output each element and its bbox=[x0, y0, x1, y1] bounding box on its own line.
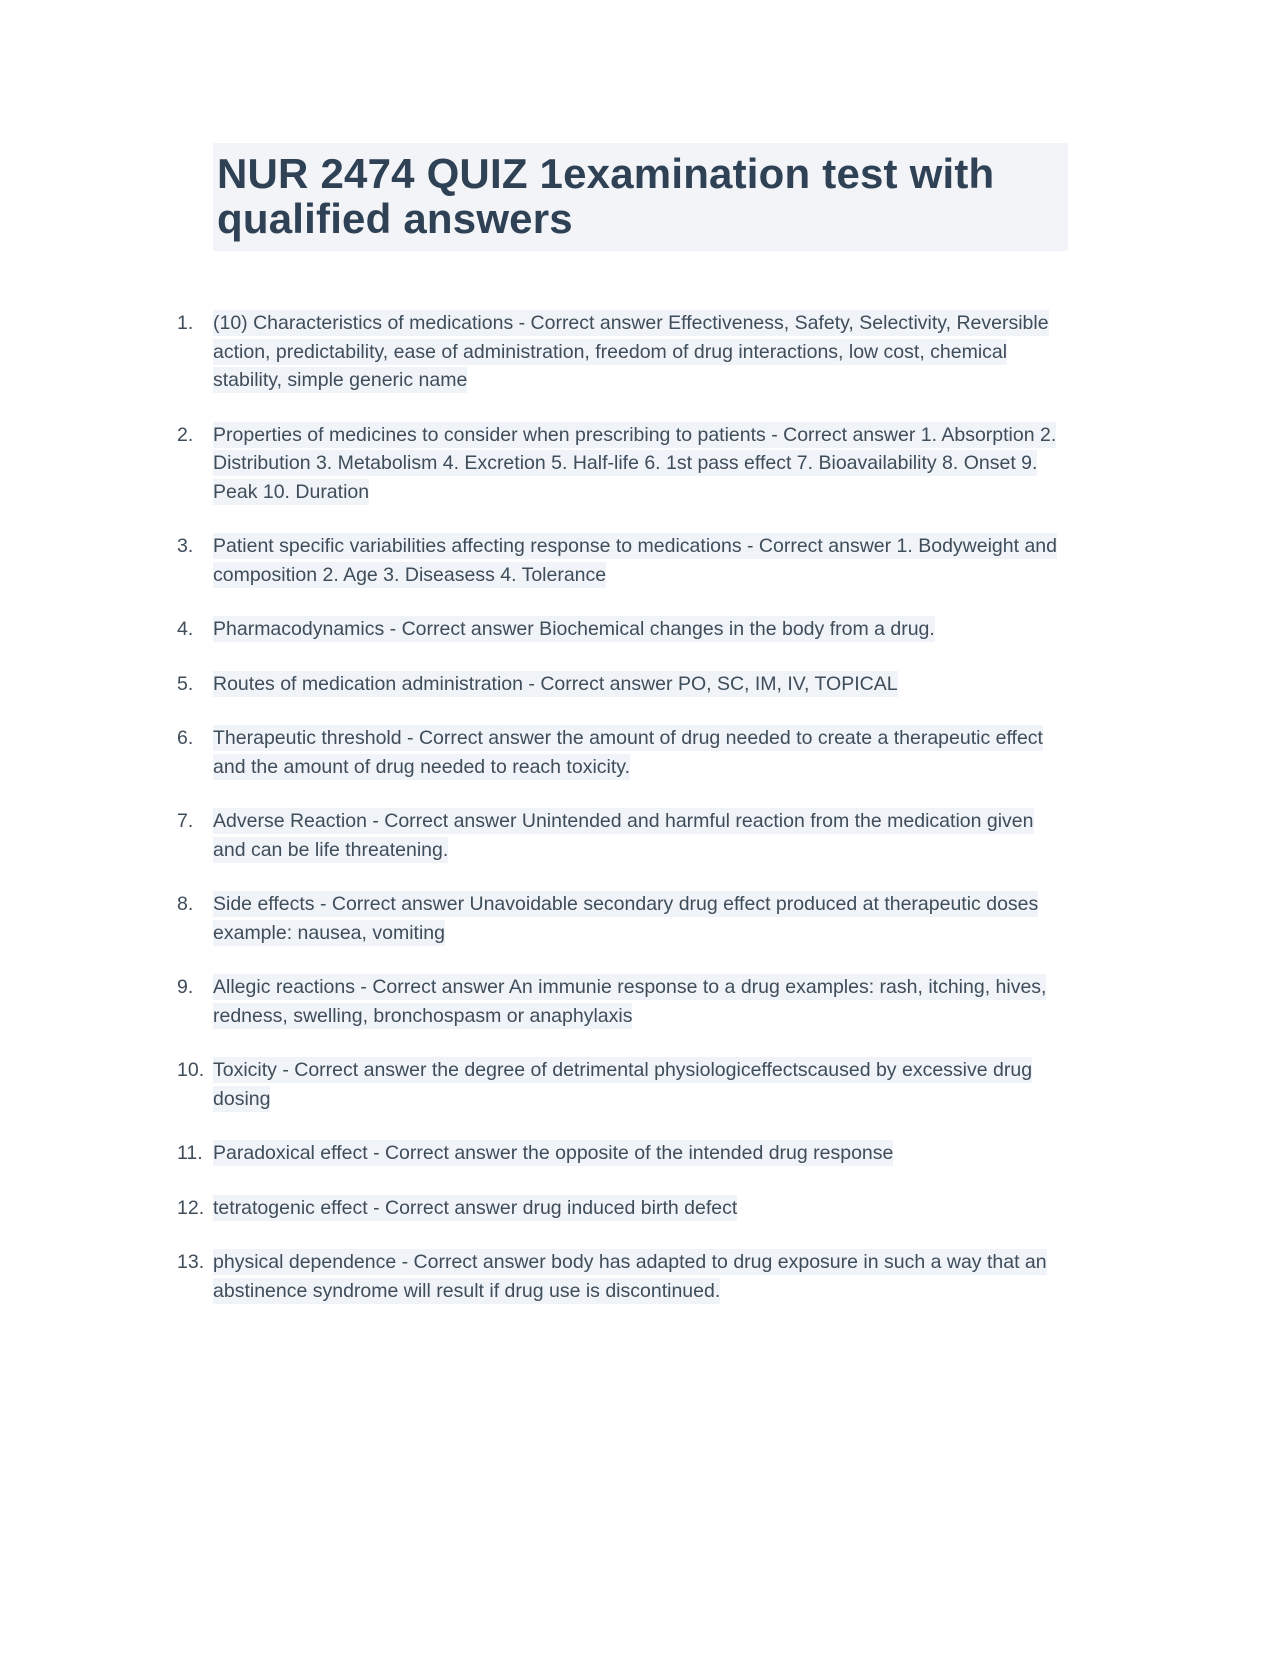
title-highlight-block bbox=[213, 143, 1068, 251]
document-content bbox=[177, 0, 1068, 1331]
item-number: 9. bbox=[177, 976, 194, 998]
item-text-highlight: Patient specific variabilities affecting response to medications - Correct answer 1. Bodyweight and composition 2. Age 3. Diseasess 4. Tolerance bbox=[213, 535, 1057, 586]
item-text bbox=[213, 974, 1046, 1029]
item-text bbox=[213, 1195, 737, 1221]
item-text-highlight: Properties of medicines to consider when prescribing to patients - Correct answer 1. Absorption 2. Distribution 3. Metabolism 4. Excretion 5. Half-life 6. 1st pass effect 7. Bioavailability 8. Onset 9. Peak 10. Duration bbox=[213, 423, 1057, 503]
item-text bbox=[213, 891, 1038, 946]
item-number: 5. bbox=[177, 672, 194, 695]
item-number: 12. bbox=[177, 1196, 205, 1219]
item-number: 2. bbox=[177, 423, 194, 446]
list-item bbox=[177, 1248, 1068, 1305]
list-item bbox=[177, 1056, 1068, 1113]
item-number: 13. bbox=[177, 1251, 205, 1273]
item-number: 6. bbox=[177, 727, 194, 749]
list-item bbox=[177, 1194, 1068, 1223]
item-number: 4. bbox=[177, 618, 194, 640]
list-item bbox=[177, 973, 1068, 1030]
item-number: 1. bbox=[177, 312, 194, 334]
item-number: 3. bbox=[177, 535, 194, 557]
list-item bbox=[177, 421, 1068, 507]
item-text bbox=[213, 1057, 1032, 1112]
list-item bbox=[177, 724, 1068, 781]
item-number: 8. bbox=[177, 893, 194, 915]
item-text-highlight: Therapeutic threshold - Correct answer the amount of drug needed to create a therapeutic effect and the amount of drug needed to reach toxicity. bbox=[213, 727, 1043, 778]
item-text bbox=[213, 616, 935, 642]
item-number: 11. bbox=[177, 1142, 203, 1164]
item-text bbox=[213, 671, 898, 697]
item-text-highlight: Toxicity - Correct answer the degree of detrimental physiologiceffectscaused by excessive drug dosing bbox=[213, 1059, 1033, 1110]
item-text bbox=[213, 808, 1034, 863]
item-number: 10. bbox=[177, 1059, 205, 1081]
item-text bbox=[213, 1249, 1047, 1304]
list-item bbox=[177, 615, 1068, 644]
list-item bbox=[177, 807, 1068, 864]
item-text bbox=[213, 310, 1049, 393]
item-text-highlight: Adverse Reaction - Correct answer Unintended and harmful reaction from the medication given and can be life threatening. bbox=[213, 810, 1034, 861]
item-text-highlight: (10) Characteristics of medications - Correct answer Effectiveness, Safety, Selectivity, Reversible action, predictability, ease of administration, freedom of drug interactions, low cost, chemical stability, simple generic name bbox=[213, 312, 1049, 391]
list-item bbox=[177, 670, 1068, 699]
list-item bbox=[177, 1139, 1068, 1168]
qa-list bbox=[177, 309, 1068, 1305]
list-item bbox=[177, 309, 1068, 395]
item-text-highlight: tetratogenic effect - Correct answer drug induced birth defect bbox=[213, 1196, 738, 1219]
item-text-highlight: Routes of medication administration - Correct answer PO, SC, IM, IV, TOPICAL bbox=[213, 672, 898, 695]
item-text-highlight: Allegic reactions - Correct answer An immunie response to a drug examples: rash, itching, hives, redness, swelling, bronchospasm or anaphylaxis bbox=[213, 976, 1047, 1027]
item-text bbox=[213, 533, 1057, 588]
item-text bbox=[213, 1140, 893, 1166]
list-item bbox=[177, 532, 1068, 589]
item-text bbox=[213, 725, 1043, 780]
item-number: 7. bbox=[177, 810, 194, 832]
item-text-highlight: physical dependence - Correct answer body has adapted to drug exposure in such a way that an abstinence syndrome will result if drug use is discontinued. bbox=[213, 1251, 1047, 1302]
list-item bbox=[177, 890, 1068, 947]
item-text-highlight: Pharmacodynamics - Correct answer Biochemical changes in the body from a drug. bbox=[213, 618, 935, 640]
item-text-highlight: Paradoxical effect - Correct answer the opposite of the intended drug response bbox=[213, 1142, 894, 1164]
item-text bbox=[213, 422, 1056, 505]
page-title: NUR 2474 QUIZ 1examination test with qualified answers bbox=[217, 150, 995, 242]
item-text-highlight: Side effects - Correct answer Unavoidable secondary drug effect produced at therapeutic doses example: nausea, vomiting bbox=[213, 893, 1039, 944]
